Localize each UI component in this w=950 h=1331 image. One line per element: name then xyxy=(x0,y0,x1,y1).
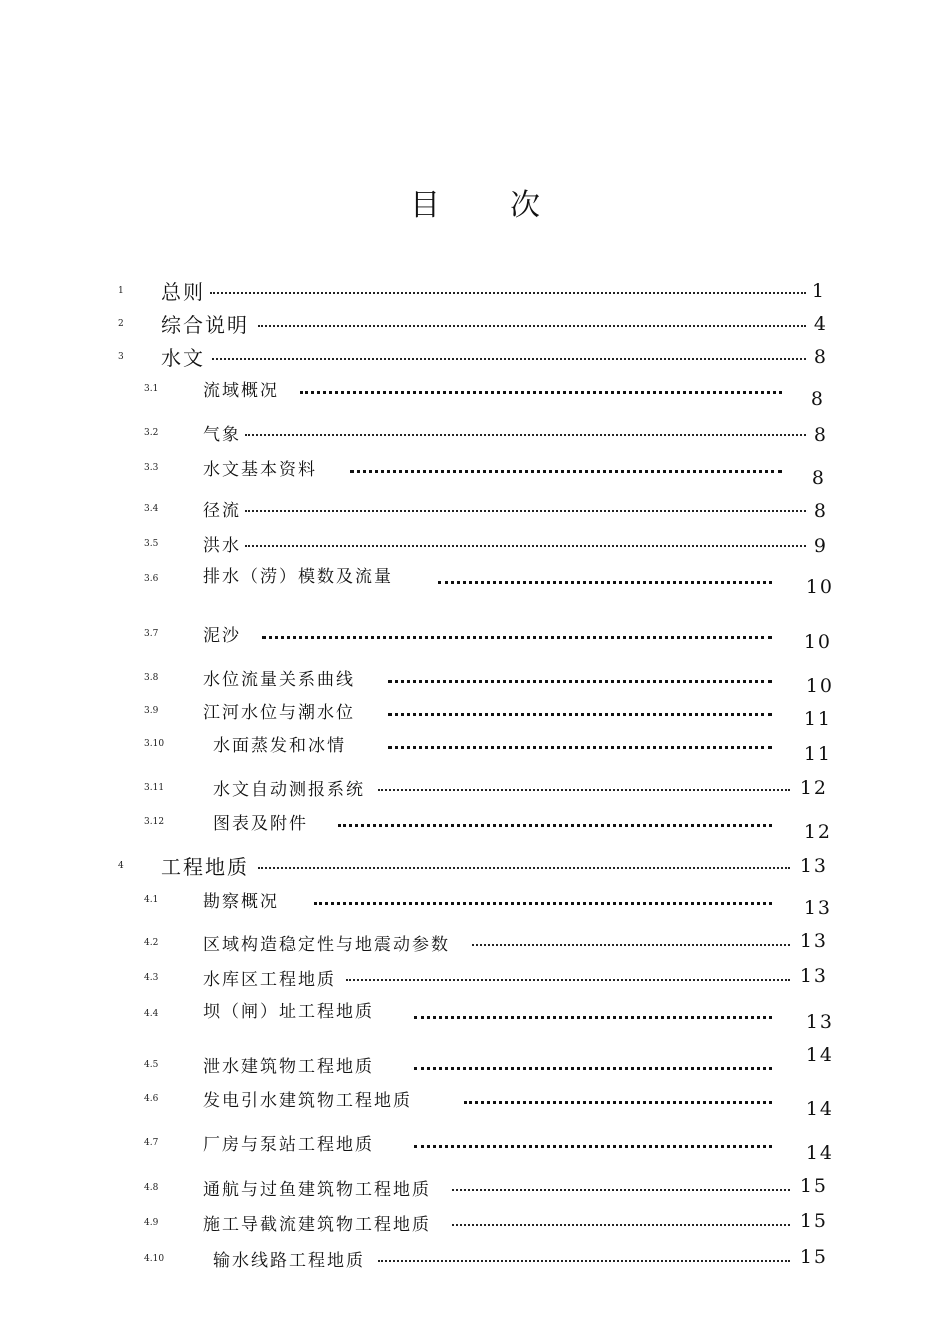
toc-entry-number: 3.1 xyxy=(144,384,159,394)
toc-entry-label: 江河水位与潮水位 xyxy=(203,703,355,723)
toc-entry-label: 厂房与泵站工程地质 xyxy=(203,1135,374,1155)
toc-entry[interactable] xyxy=(0,930,950,960)
toc-entry-number: 3.4 xyxy=(144,504,159,514)
toc-title-char-2: 次 xyxy=(510,188,540,223)
toc-entry[interactable] xyxy=(0,775,950,805)
toc-dot-leader xyxy=(464,1098,772,1104)
toc-entry-page-number: 8 xyxy=(811,467,826,489)
toc-dot-leader xyxy=(452,1222,790,1226)
toc-dot-leader xyxy=(210,290,806,294)
toc-entry-label: 水文自动测报系统 xyxy=(213,780,365,800)
toc-entry[interactable] xyxy=(0,496,950,526)
toc-entry-page-number: 15 xyxy=(799,1246,828,1268)
toc-entry-number: 3.11 xyxy=(144,783,165,793)
toc-entry-label: 区域构造稳定性与地震动参数 xyxy=(203,935,450,955)
toc-entry-label: 水位流量关系曲线 xyxy=(203,670,355,690)
toc-entry[interactable] xyxy=(0,1001,950,1031)
toc-dot-leader xyxy=(245,508,806,512)
toc-dot-leader xyxy=(212,356,806,360)
toc-entry[interactable] xyxy=(0,1210,950,1240)
toc-entry-number: 4 xyxy=(118,861,124,871)
toc-dot-leader xyxy=(414,1013,772,1019)
toc-entry-label: 水文基本资料 xyxy=(203,460,317,480)
toc-entry-number: 4.6 xyxy=(144,1094,159,1104)
toc-title xyxy=(0,180,950,224)
toc-entry-number: 3.9 xyxy=(144,706,159,716)
toc-title-char-1: 目 xyxy=(410,188,440,223)
toc-entry-label: 勘察概况 xyxy=(203,892,279,912)
toc-entry-page-number: 13 xyxy=(799,855,828,877)
toc-entry-number: 4.7 xyxy=(144,1138,159,1148)
toc-entry-label: 图表及附件 xyxy=(213,814,308,834)
toc-entry-number: 2 xyxy=(118,319,124,329)
toc-entry-label: 洪水 xyxy=(203,536,241,556)
toc-entry[interactable] xyxy=(0,420,950,450)
toc-dot-leader xyxy=(300,388,782,394)
toc-entry-label: 坝（闸）址工程地质 xyxy=(203,1002,374,1022)
toc-dot-leader xyxy=(258,865,790,869)
toc-entry-number: 3 xyxy=(118,352,124,362)
toc-entry[interactable] xyxy=(0,731,950,765)
toc-entry[interactable] xyxy=(0,851,950,881)
toc-entry-page-number: 8 xyxy=(813,346,828,368)
toc-entry[interactable] xyxy=(0,809,950,843)
toc-dot-leader xyxy=(414,1064,772,1070)
toc-entry-number: 3.8 xyxy=(144,673,159,683)
toc-dot-leader xyxy=(258,323,806,327)
toc-entry-page-number: 11 xyxy=(803,708,832,730)
toc-dot-leader xyxy=(438,578,772,584)
toc-entry-number: 4.1 xyxy=(144,895,159,905)
toc-dot-leader xyxy=(378,1258,790,1262)
toc-entry-label: 气象 xyxy=(203,425,241,445)
toc-entry[interactable] xyxy=(0,1130,950,1164)
toc-entry-number: 4.8 xyxy=(144,1183,159,1193)
toc-entry-page-number: 13 xyxy=(803,897,832,919)
toc-entry-label: 发电引水建筑物工程地质 xyxy=(203,1091,412,1111)
toc-entry-label: 工程地质 xyxy=(161,855,249,879)
toc-entry[interactable] xyxy=(0,455,950,489)
toc-entry-number: 4.4 xyxy=(144,1009,159,1019)
toc-entry-label: 输水线路工程地质 xyxy=(213,1251,365,1271)
toc-dot-leader xyxy=(350,467,782,473)
toc-entry-page-number: 8 xyxy=(813,500,828,522)
toc-entry[interactable] xyxy=(0,309,950,339)
toc-entry-label: 综合说明 xyxy=(161,313,249,337)
toc-entry-label: 泄水建筑物工程地质 xyxy=(203,1057,374,1077)
toc-dot-leader xyxy=(262,633,772,639)
toc-dot-leader xyxy=(388,710,772,716)
toc-entry[interactable] xyxy=(0,665,950,695)
toc-entry-number: 3.6 xyxy=(144,574,159,584)
toc-entry-label: 排水（涝）模数及流量 xyxy=(203,567,393,587)
toc-entry-page-number: 10 xyxy=(805,675,834,697)
toc-entry[interactable] xyxy=(0,1246,950,1276)
toc-entry-number: 4.10 xyxy=(144,1254,165,1264)
toc-dot-leader xyxy=(388,743,772,749)
toc-dot-leader xyxy=(452,1187,790,1191)
toc-entry-number: 4.5 xyxy=(144,1060,159,1070)
toc-dot-leader xyxy=(314,899,772,905)
toc-entry-number: 3.12 xyxy=(144,817,165,827)
toc-dot-leader xyxy=(414,1142,772,1148)
toc-entry[interactable] xyxy=(0,276,950,306)
toc-entry-label: 泥沙 xyxy=(203,626,241,646)
toc-entry-page-number: 15 xyxy=(799,1175,828,1197)
toc-dot-leader xyxy=(338,821,772,827)
toc-entry[interactable] xyxy=(0,342,950,372)
toc-dot-leader xyxy=(346,977,790,981)
toc-entry[interactable] xyxy=(0,531,950,561)
toc-entry[interactable] xyxy=(0,376,950,410)
toc-entry-label: 施工导截流建筑物工程地质 xyxy=(203,1215,431,1235)
toc-entry-page-number: 14 xyxy=(805,1044,834,1066)
toc-entry-label: 流域概况 xyxy=(203,381,279,401)
toc-entry-page-number: 12 xyxy=(803,821,832,843)
toc-entry-page-number: 11 xyxy=(803,743,832,765)
toc-entry-page-number: 8 xyxy=(813,424,828,446)
toc-entry[interactable] xyxy=(0,1086,950,1120)
toc-entry-number: 3.7 xyxy=(144,629,159,639)
toc-entry-page-number: 13 xyxy=(799,965,828,987)
toc-entry-number: 4.3 xyxy=(144,973,159,983)
toc-entry-page-number: 8 xyxy=(810,388,825,410)
toc-entry-page-number: 10 xyxy=(805,576,834,598)
toc-dot-leader xyxy=(245,432,806,436)
toc-entry-page-number: 4 xyxy=(813,313,828,335)
toc-entry-number: 3.3 xyxy=(144,463,159,473)
toc-entry-page-number: 9 xyxy=(813,535,828,557)
toc-dot-leader xyxy=(472,942,790,946)
toc-entry[interactable] xyxy=(0,698,950,728)
toc-entry[interactable] xyxy=(0,965,950,995)
toc-entry-page-number: 13 xyxy=(799,930,828,952)
toc-entry-label: 总则 xyxy=(161,280,205,304)
toc-entry[interactable] xyxy=(0,621,950,651)
toc-entry-page-number: 15 xyxy=(799,1210,828,1232)
toc-entry-number: 3.5 xyxy=(144,539,159,549)
toc-entry-number: 1 xyxy=(118,286,124,296)
toc-entry-page-number: 14 xyxy=(805,1142,834,1164)
toc-entry-label: 水面蒸发和冰情 xyxy=(213,736,346,756)
toc-dot-leader xyxy=(245,543,806,547)
toc-entry-number: 4.9 xyxy=(144,1218,159,1228)
toc-entry[interactable] xyxy=(0,887,950,917)
toc-entry[interactable] xyxy=(0,1175,950,1205)
toc-dot-leader xyxy=(388,677,772,683)
toc-entry-label: 通航与过鱼建筑物工程地质 xyxy=(203,1180,431,1200)
toc-entry-number: 4.2 xyxy=(144,938,159,948)
toc-entry-page-number: 10 xyxy=(803,631,832,653)
toc-entry-label: 径流 xyxy=(203,501,241,521)
toc-entry-label: 水库区工程地质 xyxy=(203,970,336,990)
toc-entry-number: 3.2 xyxy=(144,428,159,438)
toc-entry-label: 水文 xyxy=(161,346,205,370)
toc-entry-page-number: 12 xyxy=(799,777,828,799)
toc-entry-page-number: 14 xyxy=(805,1098,834,1120)
toc-entry[interactable] xyxy=(0,1044,950,1082)
toc-entry-page-number: 1 xyxy=(811,280,826,302)
toc-entry-number: 3.10 xyxy=(144,739,165,749)
toc-entry[interactable] xyxy=(0,566,950,596)
toc-entry-page-number: 13 xyxy=(805,1011,834,1033)
toc-dot-leader xyxy=(378,787,790,791)
